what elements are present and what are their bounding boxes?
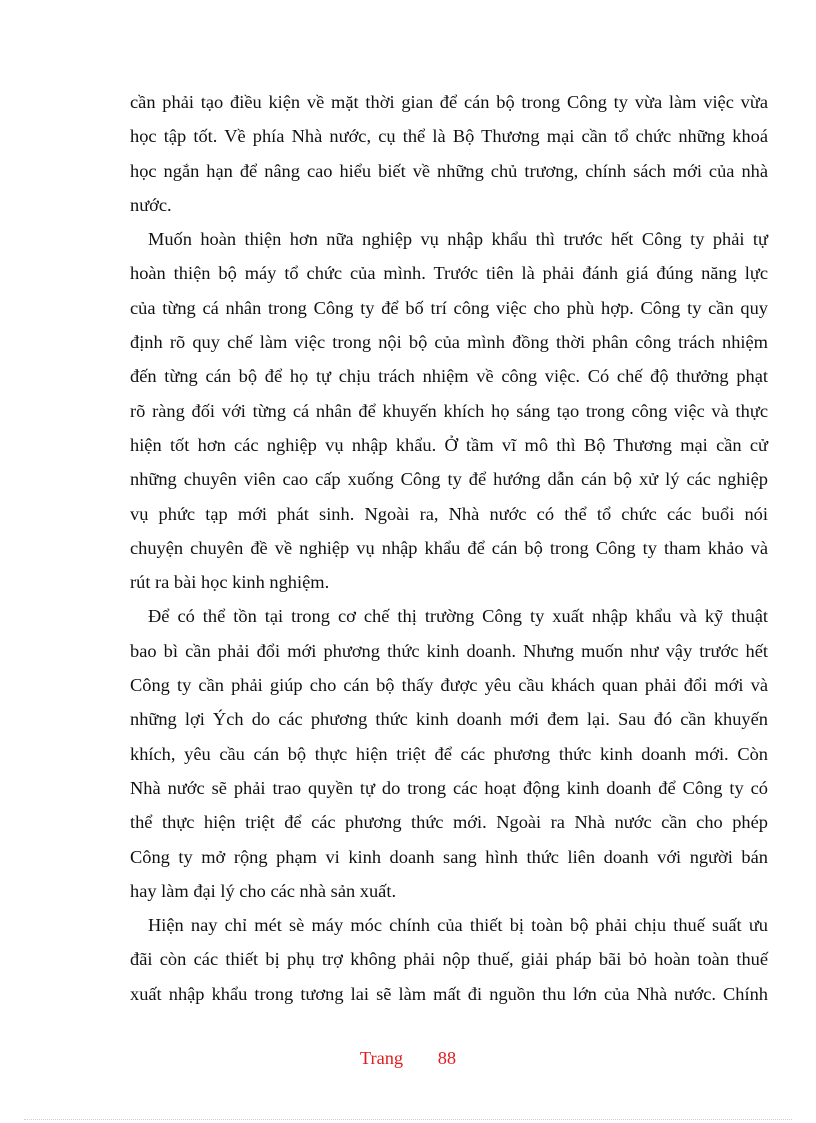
- text-line: những chuyên viên cao cấp xuống Công ty để hướng dẫn cán bộ xử lý các nghiệp: [130, 469, 768, 490]
- text-line: cần phải tạo điều kiện về mặt thời gian để cán bộ trong Công ty vừa làm việc vừa: [130, 92, 768, 112]
- text-line: xuất nhập khẩu trong tương lai sẽ làm mất đi nguồn thu lớn của Nhà nước. Chính: [130, 983, 768, 1004]
- page-number: 88: [437, 1048, 457, 1068]
- body-text: [130, 85, 768, 1011]
- text-line: những lợi Ých do các phương thức kinh doanh mới đem lại. Sau đó cần khuyến: [130, 709, 768, 730]
- text-line: Hiện nay chỉ mét sè máy móc chính của thiết bị toàn bộ phải chịu thuế suất ưu: [148, 915, 768, 936]
- text-line: đãi còn các thiết bị phụ trợ không phải nộp thuế, giải pháp bãi bỏ hoàn toàn thuế: [130, 949, 768, 970]
- text-line: khích, yêu cầu cán bộ thực hiện triệt để các phương thức kinh doanh mới. Còn: [130, 743, 768, 764]
- text-line: thể thực hiện triệt để các phương thức mới. Ngoài ra Nhà nước cần cho phép: [130, 812, 768, 833]
- page-footer: [0, 1048, 816, 1069]
- text-line: Công ty cần phải giúp cho cán bộ thấy được yêu cầu khách quan phải đổi mới và: [130, 675, 768, 696]
- text-line: Nhà nước sẽ phải trao quyền tự do trong các hoạt động kinh doanh để Công ty có: [130, 777, 768, 798]
- text-line: Để có thể tồn tại trong cơ chế thị trường Công ty xuất nhập khẩu và kỹ thuật: [148, 606, 768, 627]
- text-line: hiện tốt hơn các nghiệp vụ nhập khẩu. Ở tầm vĩ mô thì Bộ Thương mại cần cử: [130, 434, 768, 455]
- text-line: định rõ quy chế làm việc trong nội bộ của mình đồng thời phân công trách nhiệm: [130, 332, 768, 353]
- text-line: hay làm đại lý cho các nhà sản xuất.: [130, 880, 397, 901]
- text-line: vụ phức tạp mới phát sinh. Ngoài ra, Nhà nước có thể tổ chức các buổi nói: [130, 503, 768, 524]
- text-line: rút ra bài học kinh nghiệm.: [130, 572, 330, 593]
- text-line: chuyện chuyên đề về nghiệp vụ nhập khẩu để cán bộ trong Công ty tham khảo và: [130, 537, 768, 558]
- page-label: Trang: [359, 1048, 404, 1068]
- text-line: bao bì cần phải đổi mới phương thức kinh doanh. Nhưng muốn như vậy trước hết: [130, 640, 768, 661]
- text-line: nước.: [130, 194, 172, 215]
- text-line: Muốn hoàn thiện hơn nữa nghiệp vụ nhập khẩu thì trước hết Công ty phải tự: [148, 229, 768, 250]
- text-line: Công ty mở rộng phạm vi kinh doanh sang hình thức liên doanh với người bán: [130, 846, 768, 867]
- text-line: đến từng cán bộ để họ tự chịu trách nhiệm về công việc. Có chế độ thưởng phạt: [130, 366, 768, 387]
- page-bottom-divider: [24, 1119, 792, 1120]
- text-line: học tập tốt. Về phía Nhà nước, cụ thể là Bộ Thương mại cần tổ chức những khoá: [130, 126, 768, 147]
- text-line: hoàn thiện bộ máy tổ chức của mình. Trước tiên là phải đánh giá đúng năng lực: [130, 263, 768, 284]
- text-line: học ngắn hạn để nâng cao hiểu biết về những chủ trương, chính sách mới của nhà: [130, 160, 768, 181]
- text-line: rõ ràng đối với từng cá nhân để khuyến khích họ sáng tạo trong công việc và thực: [130, 400, 768, 421]
- text-line: của từng cá nhân trong Công ty để bố trí công việc cho phù hợp. Công ty cần quy: [130, 297, 768, 318]
